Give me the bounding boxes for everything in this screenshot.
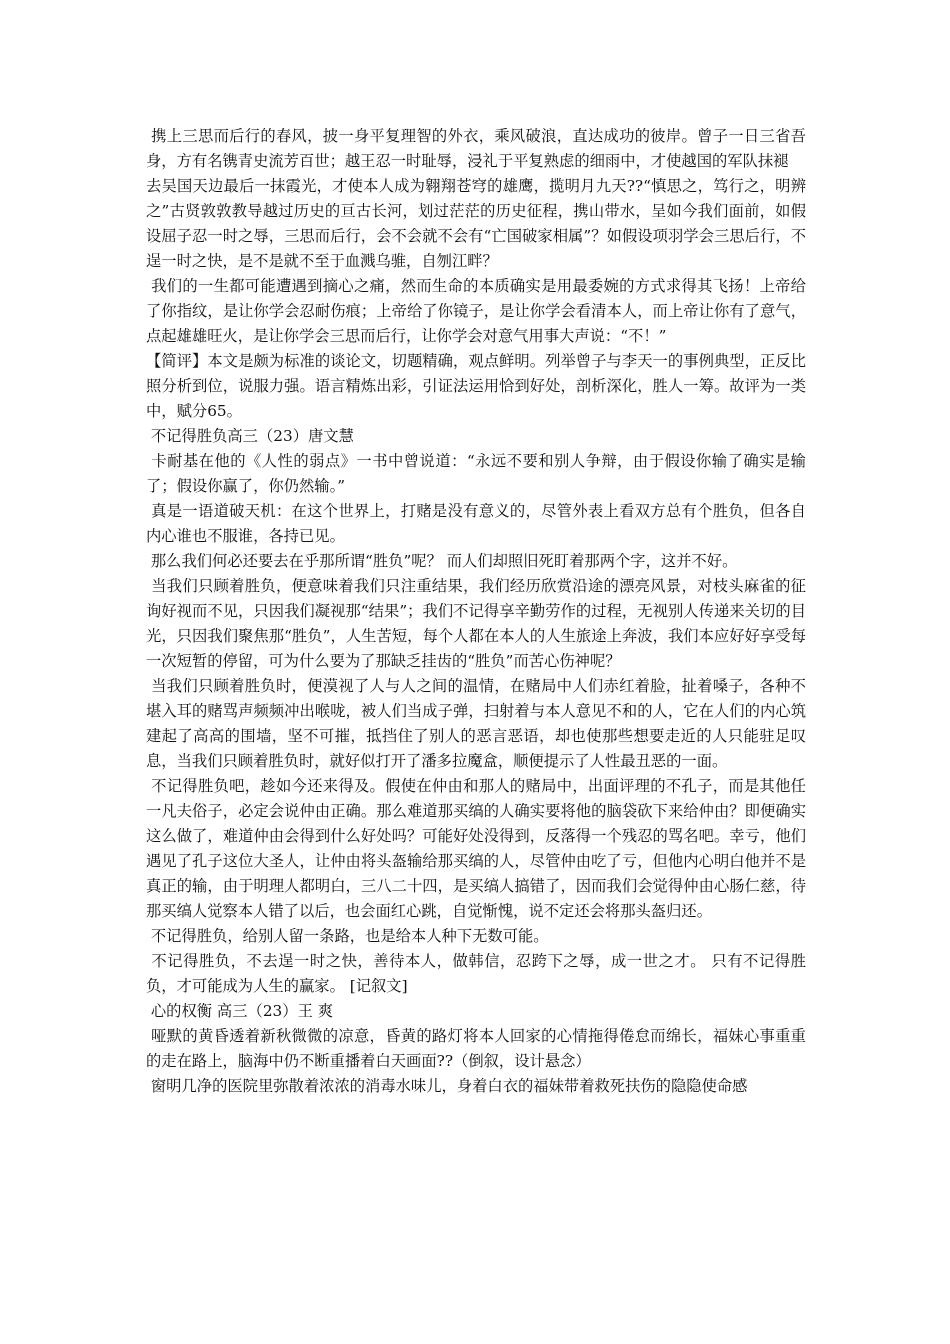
paragraph: 不记得胜负，不去逞一时之快，善待本人，做韩信，忍跨下之辱，成一世之才。 只有不记得胜负，才可能成为人生的赢家。 [记叙文] (146, 952, 806, 995)
paragraph: 去吴国天边最后一抹霞光，才使本人成为翱翔苍穹的雄鹰，揽明月九天??“慎思之，笃行之，明辨之”古贤敦敦教导越过历史的亘古长河，划过茫茫的历史征程，携山带水，呈如今我们面前，如假设屈子忍一时之辱，三思而后行，会不会就不会有“亡国破家相属”？如假设项羽学会三思后行，不逞一时之快，是不是就不至于血溅乌骓，自刎江畔？ (146, 177, 806, 270)
paragraph: 当我们只顾着胜负时，便漠视了人与人之间的温情，在赌局中人们赤红着脸，扯着嗓子，各种不堪入耳的赌骂声频频冲出喉咙，被人们当成子弹，扫射着与本人意见不和的人，它在人们的内心筑建起了高高的围墙，坚不可摧，抵挡住了别人的恶言恶语，却也使那些想要走近的人只能驻足叹息，当我们只顾着胜负时，就好似打开了潘多拉魔盒，顺便提示了人性最丑恶的一面。 (146, 677, 806, 770)
document-page (146, 124, 806, 1099)
paragraph: 真是一语道破天机：在这个世界上，打赌是没有意义的，尽管外表上看双方总有个胜负，但各自内心谁也不服谁，各持已见。 (146, 502, 806, 545)
paragraph: 卡耐基在他的《人性的弱点》一书中曾说道：“永远不要和别人争辩，由于假设你输了确实是输了；假设你赢了，你仍然输。” (146, 452, 806, 495)
paragraph: 当我们只顾着胜负，便意味着我们只注重结果，我们经历欣赏沿途的漂亮风景，对枝头麻雀的征询好视而不见，只因我们凝视那“结果”；我们不记得享辛勤劳作的过程，无视别人传递来关切的目光，只因我们聚焦那“胜负”，人生苦短，每个人都在本人的人生旅途上奔波，我们本应好好享受每一次短暂的停留，可为什么要为了那缺乏挂齿的“胜负”而苦心伤神呢？ (146, 577, 806, 670)
paragraph: 哑默的黄昏透着新秋微微的凉意，昏黄的路灯将本人回家的心情拖得倦怠而绵长，福妹心事重重的走在路上，脑海中仍不断重播着白天画面??（倒叙，设计悬念） (146, 1027, 806, 1070)
paragraph: 那么我们何必还要去在乎那所谓“胜负”呢？ 而人们却照旧死盯着那两个字，这并不好。 (146, 552, 738, 570)
paragraph: 窗明几净的医院里弥散着浓浓的消毒水味儿，身着白衣的福妹带着救死扶伤的隐隐使命感 (146, 1077, 748, 1095)
paragraph: 不记得胜负，给别人留一条路，也是给本人种下无数可能。 (146, 927, 549, 945)
paragraph: 我们的一生都可能遭遇到摘心之痛，然而生命的本质确实是用最委婉的方式求得其飞扬！上帝给了你指纹，是让你学会忍耐伤痕；上帝给了你镜子，是让你学会看清本人，而上帝让你有了意气，点起雄雄旺火，是让你学会三思而后行，让你学会对意气用事大声说：“不！” (146, 277, 806, 345)
review-paragraph: 【简评】本文是颇为标准的谈论文，切题精确，观点鲜明。列举曾子与李天一的事例典型，正反比照分析到位，说服力强。语言精炼出彩，引证法运用恰到好处，剖析深化，胜人一筹。故评为一类中，赋分65。 (146, 352, 806, 420)
essay-title: 心的权衡 高三（23）王 爽 (146, 1002, 334, 1020)
paragraph: 不记得胜负吧，趁如今还来得及。假使在仲由和那人的赌局中，出面评理的不孔子，而是其他任一凡夫俗子，必定会说仲由正确。那么难道那买缟的人确实要将他的脑袋砍下来给仲由？即便确实这么做了，难道仲由会得到什么好处吗？可能好处没得到，反落得一个残忍的骂名吧。幸亏，他们遇见了孔子这位大圣人，让仲由将头盔输给那买缟的人，尽管仲由吃了亏，但他内心明白他并不是真正的输，由于明理人都明白，三八二十四，是买缟人搞错了，因而我们会觉得仲由心肠仁慈，待那买缟人觉察本人错了以后，也会面红心跳，自觉惭愧，说不定还会将那头盔归还。 (146, 777, 806, 920)
essay-title: 不记得胜负高三（23）唐文慧 (146, 427, 354, 445)
paragraph: 携上三思而后行的春风，披一身平复理智的外衣，乘风破浪，直达成功的彼岸。曾子一日三省吾身，方有名镌青史流芳百世；越王忍一时耻辱，浸礼于平复熟虑的细雨中，才使越国的军队抹褪 (146, 127, 806, 170)
